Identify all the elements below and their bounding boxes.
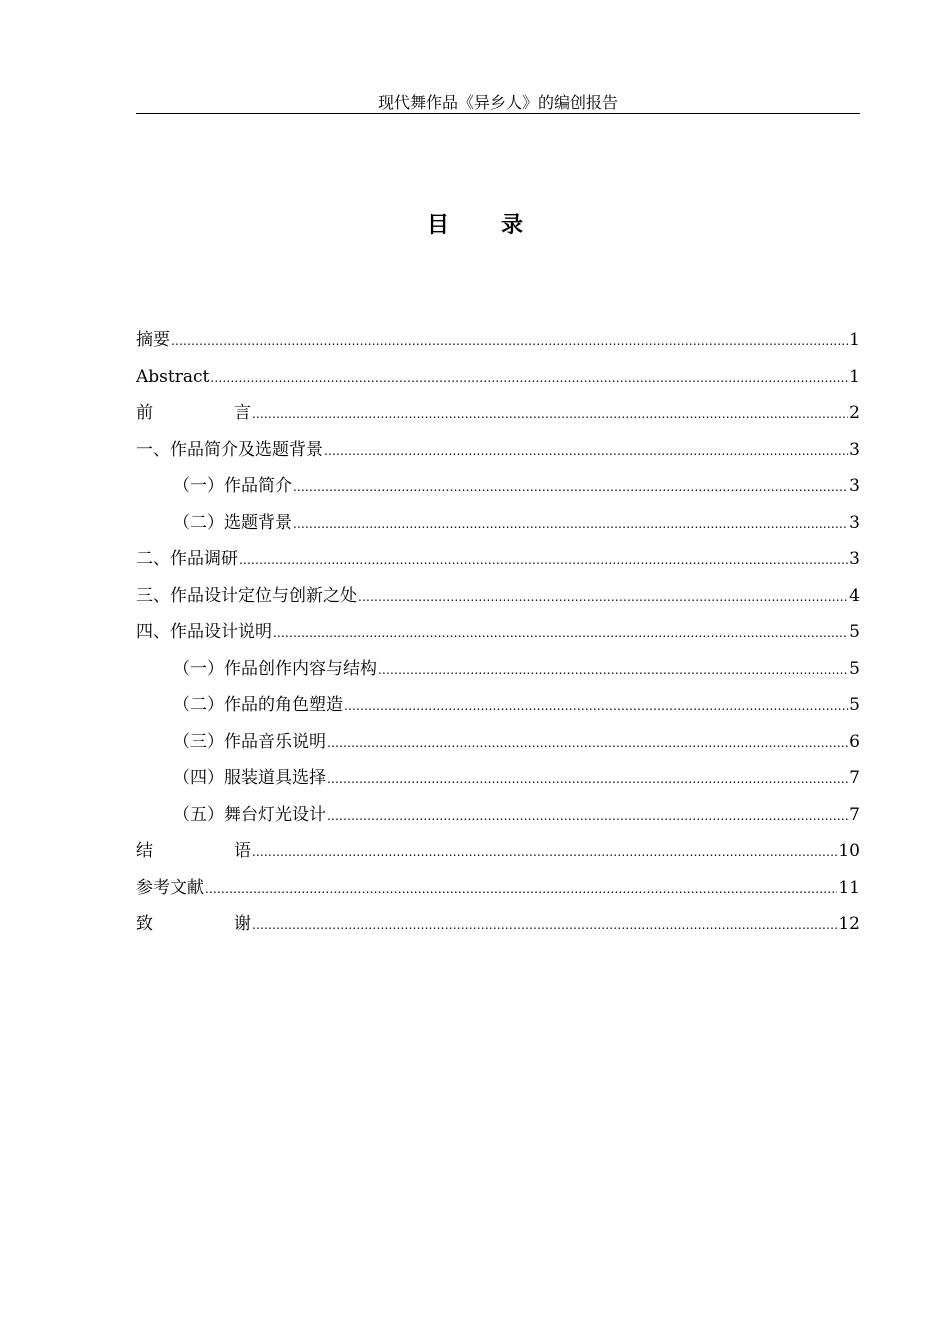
toc-entry-label: （五）舞台灯光设计: [173, 804, 326, 825]
toc-leader-dots: [252, 833, 837, 871]
toc-entry-label: [136, 833, 251, 870]
toc-entry-label: 四、作品设计说明: [136, 622, 272, 642]
toc-entry-abstract-en[interactable]: [136, 359, 860, 396]
toc-entry-acknowledgements[interactable]: [136, 906, 860, 943]
toc-entry-page: 5: [849, 622, 860, 642]
toc-entry-label: Abstract: [136, 366, 210, 387]
toc-leader-dots: [273, 614, 848, 652]
toc-entry-section-4-2[interactable]: [136, 687, 860, 724]
toc-entry-section-4-4[interactable]: [136, 760, 860, 797]
toc-entry-label: （二）选题背景: [173, 512, 292, 533]
toc-leader-dots: [252, 906, 837, 944]
toc-entry-section-1[interactable]: [136, 432, 860, 469]
toc-title-char-2: 录: [501, 212, 524, 238]
toc-entry-label: （四）服装道具选择: [173, 768, 326, 788]
toc-entry-section-1-2[interactable]: [136, 505, 860, 542]
toc-entry-label-part: 致: [136, 914, 153, 934]
toc-entry-references[interactable]: [136, 870, 860, 907]
toc-entry-label-part: 语: [234, 841, 251, 861]
toc-title-char-1: 目: [426, 212, 449, 238]
toc-entry-label: 参考文献: [136, 877, 204, 898]
toc-leader-dots: [171, 322, 848, 360]
toc-leader-dots: [358, 578, 848, 616]
toc-leader-dots: [378, 651, 848, 689]
toc-entry-page: 11: [838, 877, 860, 898]
toc-entry-section-1-1[interactable]: [136, 468, 860, 505]
toc-entry-page: 5: [849, 658, 860, 679]
toc-leader-dots: [324, 432, 848, 470]
toc-entry-section-4-3[interactable]: [136, 724, 860, 761]
toc-entry-preface[interactable]: [136, 395, 860, 432]
toc-entry-label: （一）作品创作内容与结构: [173, 658, 377, 679]
toc-entry-section-4-1[interactable]: [136, 651, 860, 688]
toc-entry-label: 三、作品设计定位与创新之处: [136, 585, 357, 606]
toc-title: [0, 208, 950, 242]
running-header-title: 现代舞作品《异乡人》的编创报告: [377, 93, 618, 112]
toc-entry-section-3[interactable]: [136, 578, 860, 615]
toc-leader-dots: [327, 797, 848, 835]
toc-leader-dots: [239, 541, 848, 579]
toc-entry-label: （一）作品简介: [173, 476, 292, 496]
toc-entry-page: 12: [838, 914, 860, 934]
toc-entry-page: 1: [849, 330, 860, 350]
toc-entry-page: 1: [849, 366, 860, 387]
toc-entry-section-4-5[interactable]: [136, 797, 860, 834]
toc-leader-dots: [252, 395, 848, 433]
toc-leader-dots: [293, 468, 848, 506]
toc-entry-page: 3: [849, 476, 860, 496]
toc-entry-label: [136, 906, 251, 943]
toc-leader-dots: [210, 359, 848, 397]
toc-entry-label-part: 言: [234, 403, 251, 423]
toc-entry-page: 10: [838, 841, 860, 861]
toc-entry-label-part: 前: [136, 403, 153, 423]
toc-entry-label-part: 谢: [234, 914, 251, 934]
toc-entry-label: [136, 395, 251, 432]
toc-entry-page: 6: [849, 731, 860, 752]
toc-entry-page: 4: [849, 585, 860, 606]
toc-entry-conclusion[interactable]: [136, 833, 860, 870]
toc-entry-label: （二）作品的角色塑造: [173, 695, 343, 715]
toc-entry-abstract-cn[interactable]: [136, 322, 860, 359]
toc-entry-label-part: 结: [136, 841, 153, 861]
toc-entry-label: 二、作品调研: [136, 549, 238, 569]
toc-entry-page: 7: [849, 768, 860, 788]
toc-entry-label: 摘要: [136, 330, 170, 350]
toc-entry-page: 5: [849, 695, 860, 715]
toc-entry-page: 7: [849, 804, 860, 825]
toc-leader-dots: [344, 687, 848, 725]
toc-entry-label: （三）作品音乐说明: [173, 731, 326, 752]
toc-entry-label: 一、作品简介及选题背景: [136, 439, 323, 460]
toc-entry-page: 2: [849, 403, 860, 423]
toc-entry-section-2[interactable]: [136, 541, 860, 578]
toc-entry-page: 3: [849, 549, 860, 569]
toc-leader-dots: [327, 760, 848, 798]
toc-leader-dots: [293, 505, 848, 543]
table-of-contents: [136, 322, 860, 943]
toc-entry-page: 3: [849, 512, 860, 533]
toc-entry-page: 3: [849, 439, 860, 460]
toc-leader-dots: [327, 724, 848, 762]
toc-leader-dots: [205, 870, 837, 908]
running-header: [136, 93, 860, 114]
toc-entry-section-4[interactable]: [136, 614, 860, 651]
